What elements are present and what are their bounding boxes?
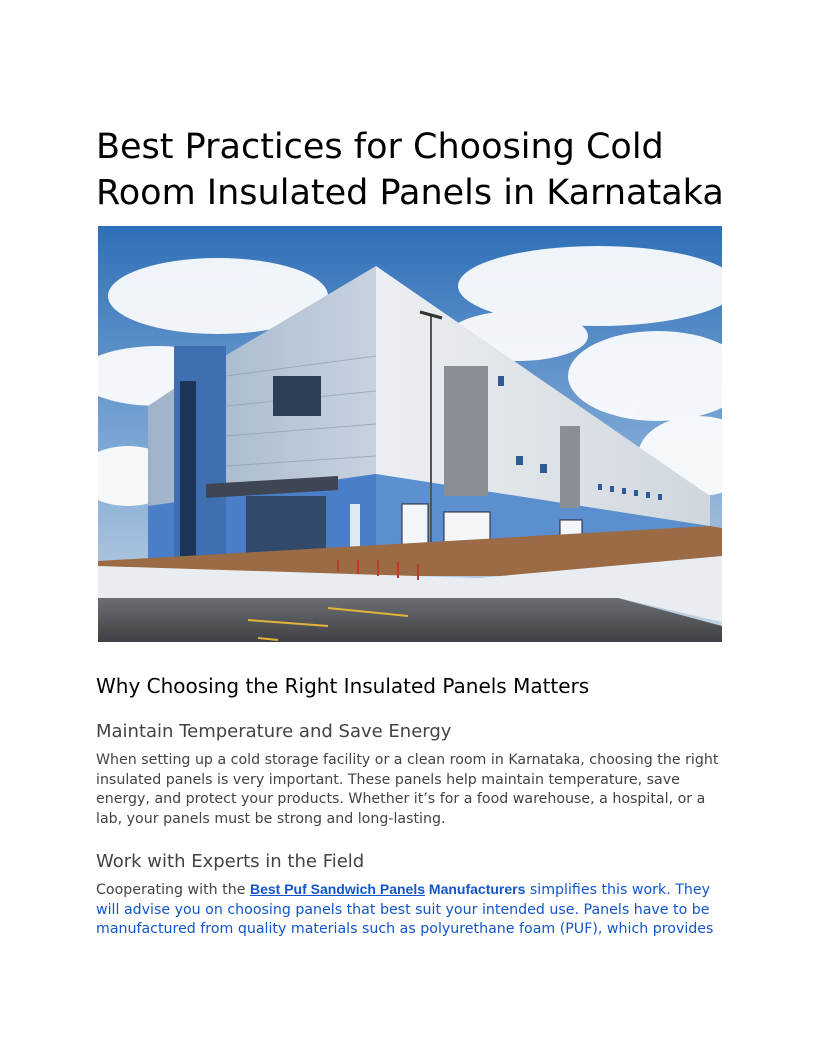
page-title: Best Practices for Choosing Cold Room Insulated Panels in Karnataka: [96, 127, 724, 213]
manufacturers-link[interactable]: Best Puf Sandwich Panels: [249, 881, 426, 897]
warehouse-photo: [98, 226, 722, 642]
paragraph-suffix: simplifies this work. They will advise you on choosing panels that best suit your intended use. Panels have to be manufactured from quality materials such as polyurethane foam (PUF), which provides: [96, 882, 714, 937]
subheading-energy: Maintain Temperature and Save Energy: [96, 721, 452, 742]
subheading-experts: Work with Experts in the Field: [96, 851, 365, 872]
paragraph-experts: [96, 880, 720, 940]
paragraph-prefix: Cooperating with the: [96, 882, 250, 898]
section-heading: Why Choosing the Right Insulated Panels Matters: [96, 674, 590, 698]
manufacturers-link-suffix[interactable]: Manufacturers: [425, 881, 526, 897]
paragraph-energy: When setting up a cold storage facility or a clean room in Karnataka, choosing the right insulated panels is very important. These panels help maintain temperature, save energy, and protect your products. Whether it’s for a food warehouse, a hospital, or a lab, your panels must be strong and long-lasting.: [96, 752, 719, 827]
